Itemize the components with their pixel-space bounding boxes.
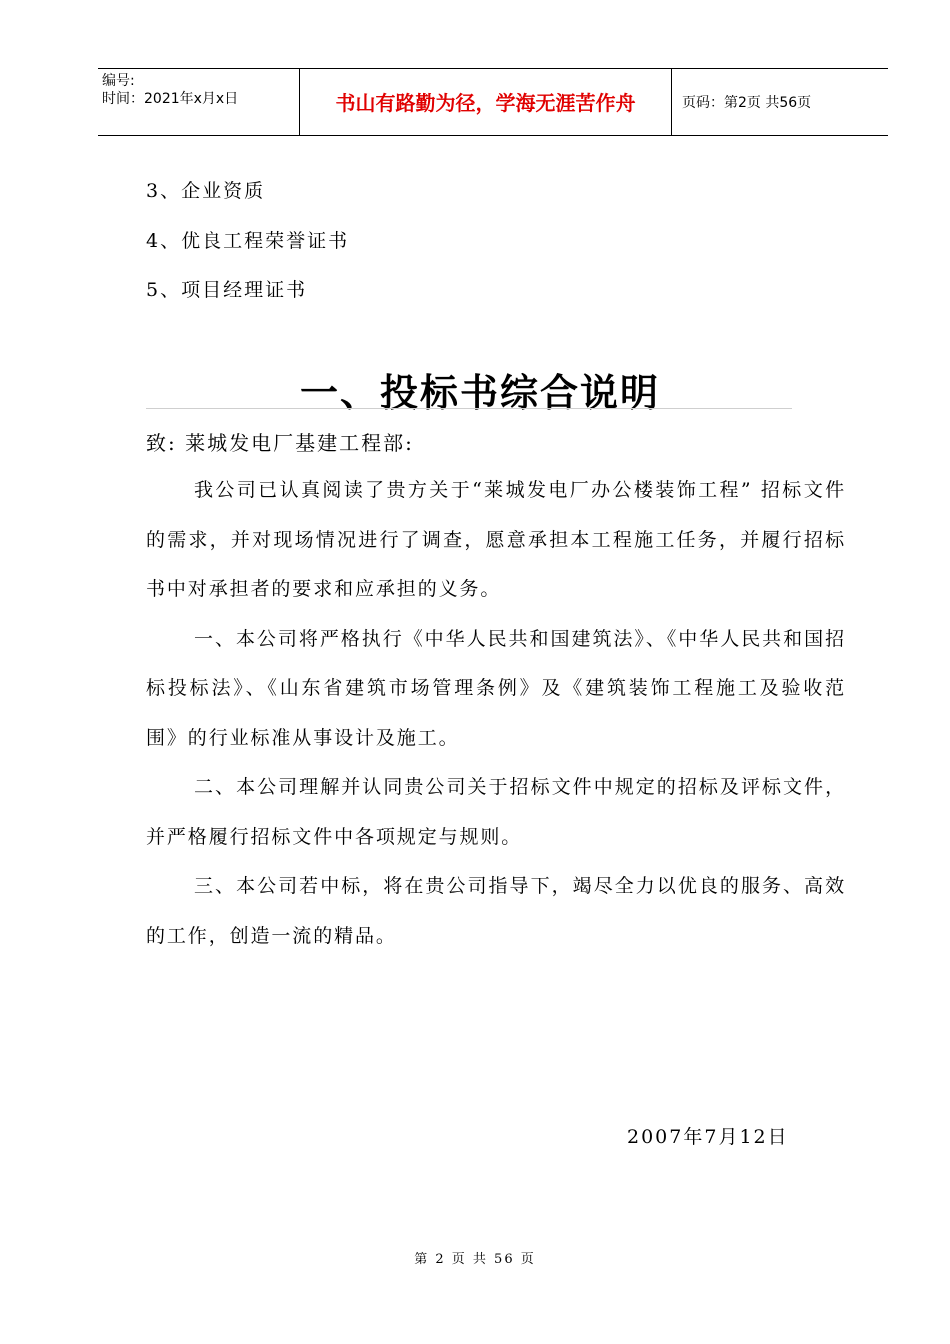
header-page-info: 页码：第2页 共56页 <box>682 95 812 111</box>
header-motto: 书山有路勤为径，学海无涯苦作舟 <box>300 69 672 135</box>
list-item: 3、企业资质 <box>146 180 266 202</box>
body-paragraph: 我公司已认真阅读了贵方关于“莱城发电厂办公楼装饰工程” 招标文件的需求，并对现场情况进行了调查，愿意承担本工程施工任务，并履行招标书中对承担者的要求和应承担的义务。 <box>146 479 846 600</box>
title-divider <box>146 408 792 409</box>
header-meta <box>98 69 300 135</box>
body-paragraph: 一、本公司将严格执行《中华人民共和国建筑法》、《中华人民共和国招标投标法》、《山东省建筑市场管理条例》及《建筑装饰工程施工及验收范围》的行业标准从事设计及施工。 <box>146 627 846 749</box>
letter-body <box>146 466 846 961</box>
page-header <box>98 68 888 136</box>
section-title: 一、投标书综合说明 <box>300 371 661 415</box>
header-number-label: 编号: <box>102 73 135 89</box>
page-footer: 第 2 页 共 56 页 <box>414 1252 536 1267</box>
body-paragraph: 三、本公司若中标，将在贵公司指导下，竭尽全力以优良的服务、高效的工作，创造一流的精品。 <box>146 875 846 947</box>
list-item: 4、优良工程荣誉证书 <box>146 230 350 252</box>
body-paragraph: 二、本公司理解并认同贵公司关于招标文件中规定的招标及评标文件，并严格履行招标文件中各项规定与规则。 <box>146 776 846 848</box>
letter-date: 2007年7月12日 <box>627 1126 789 1148</box>
header-time-label: 时间：2021年x月x日 <box>102 91 239 107</box>
list-item: 5、项目经理证书 <box>146 279 308 301</box>
letter-addressee: 致: 莱城发电厂基建工程部: <box>146 431 414 455</box>
